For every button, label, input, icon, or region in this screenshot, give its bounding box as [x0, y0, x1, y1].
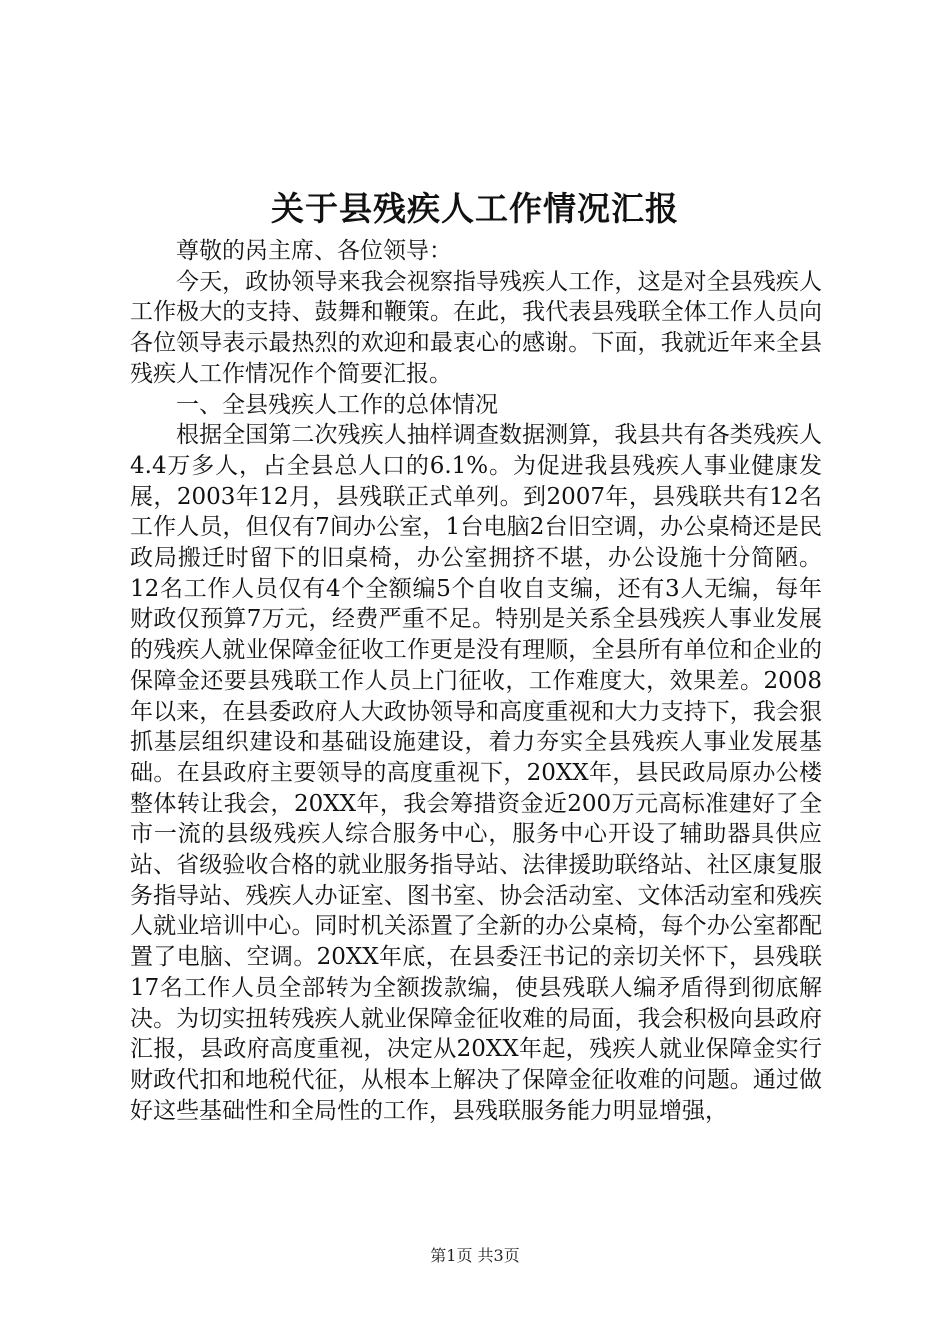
document-title: 关于县残疾人工作情况汇报	[271, 189, 679, 228]
paragraph-overview: 根据全国第二次残疾人抽样调查数据测算，我县共有各类残疾人4.4万多人，占全县总人口的6.1%。为促进我县残疾人事业健康发展，2003年12月，县残联正式单列。到2007年，县残联共有12名工作人员，但仅有7间办公室，1台电脑2台旧空调，办公桌椅还是民政局搬迁时留下的旧桌椅，办公室拥挤不堪，办公设施十分简陋。12名工作人员仅有4个全额编5个自收自支编，还有3人无编，每年财政仅预算7万元，经费严重不足。特别是关系全县残疾人事业发展的残疾人就业保障金征收工作更是没有理顺，全县所有单位和企业的保障金还要县残联工作人员上门征收，工作难度大，效果差。2008年以来，在县委政府人大政协领导和高度重视和大力支持下，我会狠抓基层组织建设和基础设施建设，着力夯实全县残疾人事业发展基础。在县政府主要领导的高度重视下，20XX年，县民政局原办公楼整体转让我会，20XX年，我会筹措资金近200万元高标准建好了全市一流的县级残疾人综合服务中心，服务中心开设了辅助器具供应站、省级验收合格的就业服务指导站、法律援助联络站、社区康复服务指导站、残疾人办证室、图书室、协会活动室、文体活动室和残疾人就业培训中心。同时机关添置了全新的办公桌椅，每个办公室都配置了电脑、空调。20XX年底，在县委汪书记的亲切关怀下，县残联17名工作人员全部转为全额拨款编，使县残联人编矛盾得到彻底解决。为切实扭转残疾人就业保障金征收难的局面，我会积极向县政府汇报，县政府高度重视，决定从20XX年起，残疾人就业保障金实行财政代扣和地税代征，从根本上解决了保障金征收难的问题。通过做好这些基础性和全局性的工作，县残联服务能力明显增强，	[130, 422, 822, 1124]
section-heading: 一、全县残疾人工作的总体情况	[176, 391, 498, 418]
document-body	[130, 236, 822, 1126]
paragraph-intro: 今天，政协领导来我会视察指导残疾人工作，这是对全县残疾人工作极大的支持、鼓舞和鞭策。在此，我代表县残联全体工作人员向各位领导表示最热烈的欢迎和最衷心的感谢。下面，我就近年来全县残疾人工作情况作个简要汇报。	[130, 268, 822, 387]
salutation: 尊敬的呙主席、各位领导：	[176, 238, 452, 264]
page-number-footer: 第1页 共3页	[430, 1246, 520, 1265]
